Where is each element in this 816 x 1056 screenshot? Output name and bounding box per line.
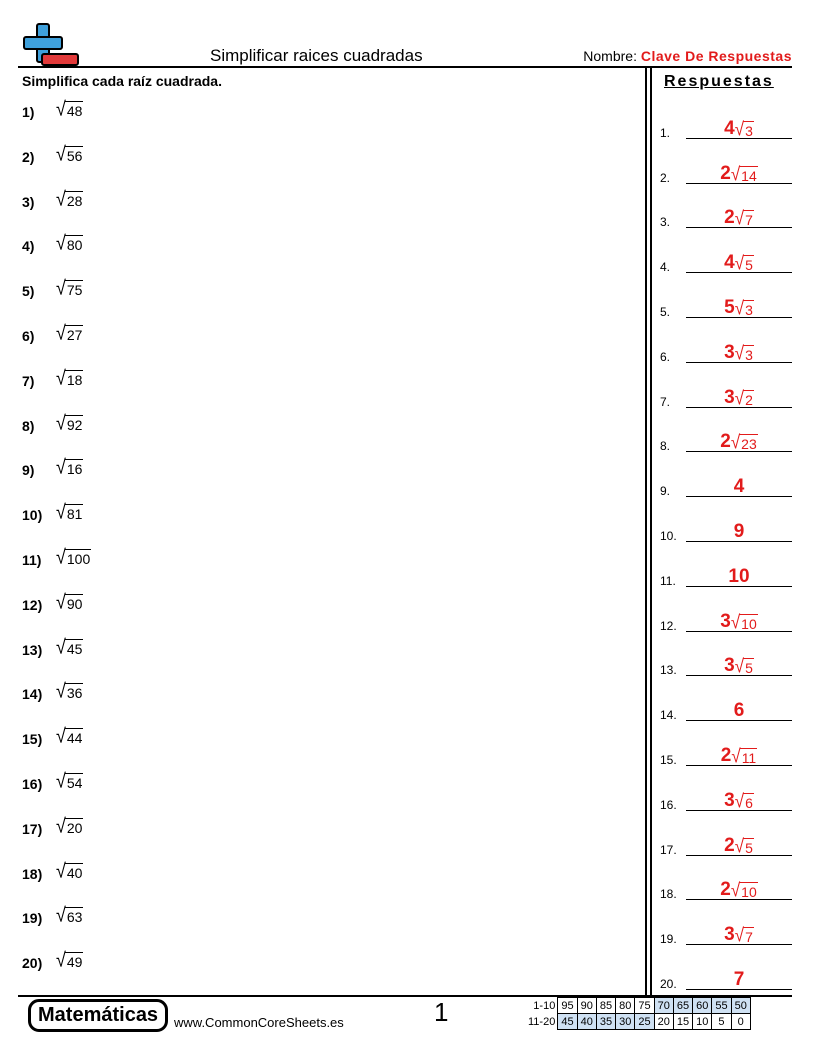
square-root-symbol: √ xyxy=(56,859,66,882)
radical-expression xyxy=(56,590,83,613)
score-cell: 5 xyxy=(712,1014,731,1030)
radicand: 5 xyxy=(745,839,753,856)
square-root-symbol: √ xyxy=(56,97,66,121)
square-root-symbol: √ xyxy=(734,387,745,409)
answer-number: 6. xyxy=(660,349,671,364)
problem-item xyxy=(22,769,91,817)
radicand: 80 xyxy=(66,237,83,254)
answer-value xyxy=(686,522,792,541)
answer-value xyxy=(686,477,792,496)
problem-number: 6) xyxy=(22,327,35,344)
radicand: 23 xyxy=(741,436,757,453)
score-cell: 0 xyxy=(731,1014,750,1030)
radical-expression xyxy=(730,432,758,454)
score-table xyxy=(528,997,751,1030)
answer-value xyxy=(686,879,792,902)
answer-value xyxy=(686,207,792,230)
radical-expression xyxy=(734,387,754,409)
answer-coefficient: 2 xyxy=(720,431,731,453)
radical-expression xyxy=(730,611,758,633)
header-rule xyxy=(18,66,792,68)
answer-number: 19. xyxy=(660,932,677,947)
problem-number: 9) xyxy=(22,462,35,479)
problem-number: 3) xyxy=(22,193,35,210)
problem-number: 20) xyxy=(22,955,43,972)
score-cell: 45 xyxy=(558,1014,577,1030)
problem-number: 18) xyxy=(22,865,43,882)
radical-expression xyxy=(734,656,754,678)
radicand: 44 xyxy=(66,730,83,747)
square-root-symbol: √ xyxy=(734,925,745,947)
square-root-symbol: √ xyxy=(731,745,741,768)
problem-item xyxy=(22,142,91,190)
radicand: 5 xyxy=(745,257,753,274)
score-range-label: 1-10 xyxy=(533,999,556,1012)
answer-number: 4. xyxy=(660,260,671,275)
answer-coefficient: 2 xyxy=(720,162,731,184)
radical-expression xyxy=(56,859,83,882)
problem-number: 13) xyxy=(22,641,43,658)
problem-number: 12) xyxy=(22,596,43,613)
square-root-symbol: √ xyxy=(56,232,66,255)
radical-expression xyxy=(56,948,83,972)
answer-item xyxy=(660,817,792,862)
answer-value xyxy=(686,791,792,810)
radicand: 3 xyxy=(745,122,753,139)
score-cell: 60 xyxy=(693,998,712,1014)
answers-title: Respuestas xyxy=(664,73,774,90)
square-root-symbol: √ xyxy=(56,500,66,524)
radicand: 54 xyxy=(66,774,83,791)
problem-number: 5) xyxy=(22,283,35,300)
radical-expression xyxy=(56,769,83,793)
radicand: 28 xyxy=(66,192,83,209)
square-root-symbol: √ xyxy=(56,948,66,972)
answer-number: 17. xyxy=(660,842,677,857)
column-divider xyxy=(645,68,652,995)
answer-coefficient: 2 xyxy=(720,879,731,901)
answer-item xyxy=(660,682,792,727)
radical-expression xyxy=(734,835,754,857)
square-root-symbol: √ xyxy=(734,835,745,857)
score-range-label: 11-20 xyxy=(528,1015,556,1028)
radical-expression xyxy=(730,880,758,902)
square-root-symbol: √ xyxy=(734,656,745,678)
square-root-symbol: √ xyxy=(734,790,745,812)
problem-number: 19) xyxy=(22,910,43,927)
problem-item xyxy=(22,321,91,369)
answer-item xyxy=(660,145,792,190)
answer-coefficient: 10 xyxy=(728,565,750,587)
radical-expression xyxy=(730,163,758,185)
radical-expression xyxy=(56,724,83,748)
answer-item xyxy=(660,190,792,235)
answer-number: 20. xyxy=(660,976,677,991)
name-label: Nombre: xyxy=(583,48,637,64)
square-root-symbol: √ xyxy=(56,545,66,569)
radicand: 14 xyxy=(741,167,757,184)
answer-number: 15. xyxy=(660,752,677,767)
score-cell: 80 xyxy=(616,998,635,1014)
answer-coefficient: 6 xyxy=(733,700,745,722)
score-cell: 65 xyxy=(673,998,692,1014)
score-cell: 55 xyxy=(712,998,731,1014)
radicand: 36 xyxy=(66,685,83,702)
answer-value xyxy=(686,924,792,947)
radicand: 90 xyxy=(66,595,83,612)
page-number: 1 xyxy=(434,997,449,1027)
answer-number: 7. xyxy=(660,394,671,409)
radicand: 45 xyxy=(66,640,83,657)
answer-number: 10. xyxy=(660,528,677,543)
square-root-symbol: √ xyxy=(56,814,66,837)
radical-expression xyxy=(56,500,83,524)
square-root-symbol: √ xyxy=(56,904,66,927)
score-row xyxy=(528,1014,750,1030)
radicand: 56 xyxy=(66,147,83,164)
radicand: 10 xyxy=(741,615,757,632)
square-root-symbol: √ xyxy=(56,680,66,703)
radicand: 48 xyxy=(66,103,83,119)
radical-expression xyxy=(56,680,83,703)
score-cell: 40 xyxy=(577,1014,596,1030)
answer-number: 16. xyxy=(660,797,677,812)
plus-minus-logo-icon xyxy=(22,22,80,68)
square-root-symbol: √ xyxy=(56,635,66,658)
problem-item xyxy=(22,187,91,235)
answer-number: 5. xyxy=(660,304,671,319)
problem-item xyxy=(22,635,91,683)
answer-number: 13. xyxy=(660,663,677,678)
radical-expression xyxy=(56,187,83,210)
radicand: 5 xyxy=(745,660,753,677)
score-row xyxy=(528,998,750,1014)
problem-number: 17) xyxy=(22,820,43,837)
square-root-symbol: √ xyxy=(56,456,66,479)
radical-expression xyxy=(56,366,83,389)
answer-value xyxy=(686,431,792,454)
radical-expression xyxy=(734,925,754,947)
brand-badge: Matemáticas xyxy=(28,999,168,1032)
answer-coefficient: 5 xyxy=(724,296,735,318)
answer-item xyxy=(660,414,792,459)
score-cell: 90 xyxy=(577,998,596,1014)
score-cell: 20 xyxy=(654,1014,673,1030)
problem-item xyxy=(22,906,91,951)
radical-expression xyxy=(56,904,83,927)
square-root-symbol: √ xyxy=(56,366,66,389)
answer-coefficient: 2 xyxy=(724,834,735,856)
answer-coefficient: 3 xyxy=(720,610,731,632)
answer-item xyxy=(660,458,792,503)
radicand: 75 xyxy=(66,282,83,299)
problem-number: 15) xyxy=(22,731,43,748)
answer-value xyxy=(686,970,792,989)
radical-expression xyxy=(734,297,754,320)
problem-item xyxy=(22,411,91,459)
problem-number: 2) xyxy=(22,148,35,165)
square-root-symbol: √ xyxy=(56,411,66,434)
problem-number: 4) xyxy=(22,238,35,255)
problem-item xyxy=(22,859,91,907)
answer-number: 1. xyxy=(660,125,671,140)
answer-coefficient: 4 xyxy=(724,252,735,274)
radical-expression xyxy=(731,745,757,768)
answer-number: 8. xyxy=(660,439,671,454)
problem-item xyxy=(22,545,91,593)
answer-item xyxy=(660,369,792,414)
answer-value xyxy=(686,252,792,275)
problem-item xyxy=(22,724,91,772)
answer-item xyxy=(660,727,792,772)
problem-number: 11) xyxy=(22,551,42,568)
answer-coefficient: 3 xyxy=(724,924,735,946)
answer-number: 3. xyxy=(660,215,671,230)
answer-item xyxy=(660,503,792,548)
answer-item xyxy=(660,548,792,593)
answer-item xyxy=(660,593,792,638)
answer-key-label: Clave De Respuestas xyxy=(640,48,792,64)
radicand: 11 xyxy=(741,749,757,766)
radical-expression xyxy=(734,208,754,230)
answer-coefficient: 3 xyxy=(724,655,735,677)
answer-coefficient: 9 xyxy=(733,520,745,542)
name-field xyxy=(583,48,792,64)
answer-number: 11. xyxy=(660,573,676,588)
score-cell: 70 xyxy=(654,998,673,1014)
radical-expression xyxy=(56,232,83,255)
radicand: 100 xyxy=(66,550,91,567)
radicand: 6 xyxy=(745,794,753,811)
answer-value xyxy=(686,567,792,586)
score-cell: 10 xyxy=(693,1014,712,1030)
square-root-symbol: √ xyxy=(56,276,66,300)
problem-item xyxy=(22,948,91,996)
square-root-symbol: √ xyxy=(734,297,745,320)
problem-item xyxy=(22,276,91,324)
problem-item xyxy=(22,366,91,414)
square-root-symbol: √ xyxy=(56,724,66,748)
radical-expression xyxy=(56,814,83,837)
answer-coefficient: 3 xyxy=(724,341,735,363)
square-root-symbol: √ xyxy=(730,611,741,633)
answer-value xyxy=(686,164,792,183)
answer-number: 14. xyxy=(660,708,677,723)
problem-item xyxy=(22,590,91,638)
problem-item xyxy=(22,682,91,727)
answer-value xyxy=(686,744,792,768)
answer-value xyxy=(686,343,792,362)
radical-expression xyxy=(56,456,83,479)
answer-coefficient: 4 xyxy=(733,476,745,498)
radical-expression xyxy=(56,411,83,434)
square-root-symbol: √ xyxy=(734,208,745,230)
score-cell: 35 xyxy=(596,1014,615,1030)
answer-coefficient: 4 xyxy=(724,117,735,139)
score-cell: 50 xyxy=(731,998,750,1014)
radical-expression xyxy=(56,321,83,345)
answer-coefficient: 7 xyxy=(733,968,745,990)
square-root-symbol: √ xyxy=(734,118,745,140)
answer-item xyxy=(660,100,792,145)
square-root-symbol: √ xyxy=(730,163,741,185)
square-root-symbol: √ xyxy=(56,769,66,793)
radicand: 63 xyxy=(66,909,83,926)
radicand: 2 xyxy=(745,391,753,408)
answer-value xyxy=(686,296,792,320)
problem-number: 16) xyxy=(22,775,43,792)
problem-number: 8) xyxy=(22,417,35,434)
answer-value xyxy=(686,655,792,678)
answer-item xyxy=(660,862,792,907)
score-cell: 15 xyxy=(673,1014,692,1030)
square-root-symbol: √ xyxy=(56,321,66,345)
answer-item xyxy=(660,279,792,324)
square-root-symbol: √ xyxy=(734,342,745,364)
answer-item xyxy=(660,906,792,951)
answer-coefficient: 3 xyxy=(724,386,735,408)
answer-value xyxy=(686,388,792,407)
answer-item xyxy=(660,234,792,279)
radicand: 49 xyxy=(66,954,83,971)
answer-number: 18. xyxy=(660,887,677,902)
answer-coefficient: 3 xyxy=(724,789,735,811)
radical-expression xyxy=(734,342,754,364)
square-root-symbol: √ xyxy=(730,432,741,454)
problem-number: 1) xyxy=(22,104,35,120)
radical-expression xyxy=(56,142,83,165)
radicand: 40 xyxy=(66,864,83,881)
answer-item xyxy=(660,951,792,996)
worksheet-title: Simplificar raices cuadradas xyxy=(210,46,423,65)
radical-expression xyxy=(56,635,83,658)
radicand: 7 xyxy=(745,212,753,229)
radicand: 92 xyxy=(66,416,83,433)
problem-number: 10) xyxy=(22,507,43,524)
score-cell: 30 xyxy=(616,1014,635,1030)
problem-item xyxy=(22,97,91,145)
radical-expression xyxy=(56,276,83,300)
square-root-symbol: √ xyxy=(56,142,66,165)
site-url: www.CommonCoreSheets.es xyxy=(174,1015,344,1030)
answer-value xyxy=(686,612,792,631)
radicand: 3 xyxy=(745,346,753,363)
problem-item xyxy=(22,234,91,279)
problem-list xyxy=(22,97,91,996)
radical-expression xyxy=(56,545,91,569)
radical-expression xyxy=(734,118,754,140)
score-cell: 25 xyxy=(635,1014,654,1030)
radicand: 81 xyxy=(66,506,83,523)
answer-number: 2. xyxy=(660,170,671,185)
answer-number: 9. xyxy=(660,484,671,499)
square-root-symbol: √ xyxy=(56,590,66,613)
square-root-symbol: √ xyxy=(730,880,741,902)
radical-expression xyxy=(56,97,83,121)
problem-number: 7) xyxy=(22,372,35,389)
radical-expression xyxy=(734,790,754,812)
answer-item xyxy=(660,324,792,369)
score-cell: 95 xyxy=(558,998,577,1014)
score-cell: 75 xyxy=(635,998,654,1014)
radical-expression xyxy=(734,253,754,275)
radicand: 3 xyxy=(745,301,753,318)
radicand: 18 xyxy=(66,371,83,388)
square-root-symbol: √ xyxy=(734,253,745,275)
radicand: 10 xyxy=(741,884,757,901)
radicand: 20 xyxy=(66,819,83,836)
answer-number: 12. xyxy=(660,618,677,633)
answer-value xyxy=(686,701,792,720)
radicand: 7 xyxy=(745,929,753,946)
problem-number: 14) xyxy=(22,686,43,703)
radicand: 27 xyxy=(66,326,83,343)
square-root-symbol: √ xyxy=(56,187,66,210)
score-cell: 85 xyxy=(596,998,615,1014)
problem-item xyxy=(22,458,91,503)
answer-coefficient: 2 xyxy=(720,744,732,766)
answer-coefficient: 2 xyxy=(724,207,735,229)
answer-value xyxy=(686,836,792,855)
answer-value xyxy=(686,119,792,138)
problem-item xyxy=(22,500,91,548)
radicand: 16 xyxy=(66,461,83,478)
answer-item xyxy=(660,638,792,683)
answer-list xyxy=(660,100,792,996)
instructions: Simplifica cada raíz cuadrada. xyxy=(22,73,222,89)
answer-item xyxy=(660,772,792,817)
problem-item xyxy=(22,814,91,862)
